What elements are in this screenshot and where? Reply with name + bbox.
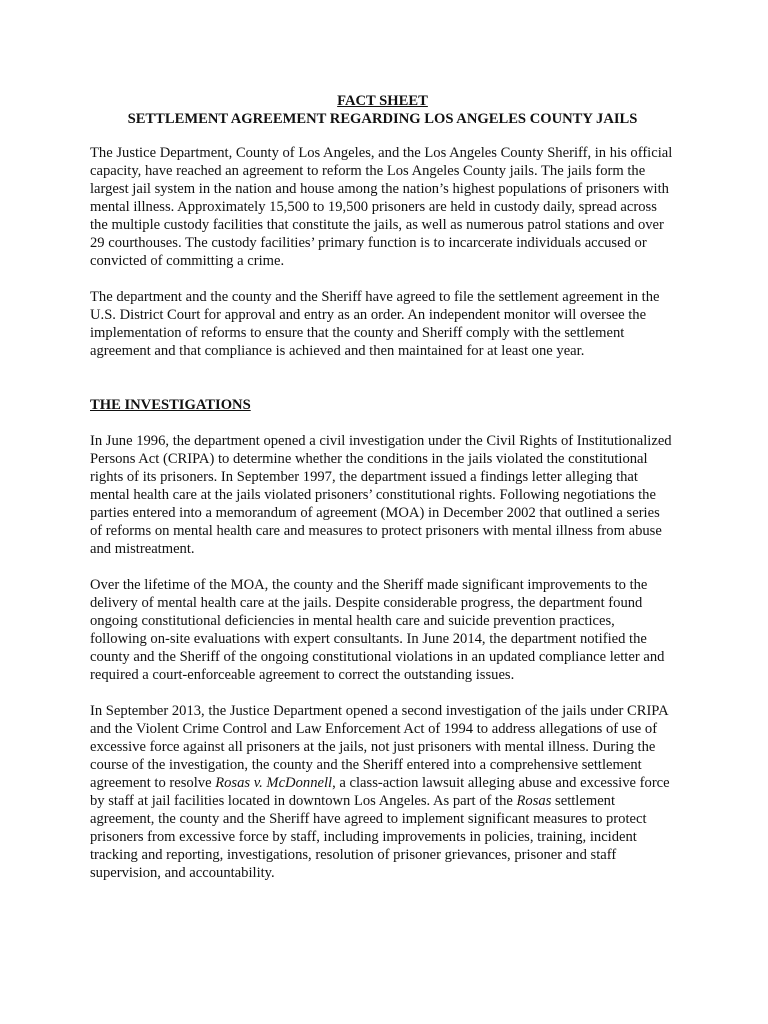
intro-paragraph: The department and the county and the Sheriff have agreed to file the settlement agreement in the U.S. District Court for approval and entry as an order. An independent monitor will oversee the implementation of reforms to ensure that the county and Sheriff comply with the settlement agreement and that compliance is achieved and then maintained for at least one year. [90, 289, 660, 359]
paragraph-text: , a class-action lawsuit alleging abuse and excessive force by staff at jail facilities located in downtown Los Angeles. As part of the [90, 775, 670, 809]
section-paragraph [90, 702, 675, 882]
intro-paragraph: The Justice Department, County of Los Angeles, and the Los Angeles County Sheriff, in his official capacity, have reached an agreement to reform the Los Angeles County jails. The jails form the largest jail system in the nation and house among the nation’s highest populations of prisoners with mental illness. Approximately 15,500 to 19,500 prisoners are held in custody daily, spread across the multiple custody facilities that constitute the jails, as well as numerous patrol stations and over 29 courthouses. The custody facilities’ primary function is to incarcerate individuals accused or convicted of committing a crime. [90, 145, 673, 269]
paragraph-text: In September 2013, the Justice Department opened a second investigation of the jails under CRIPA and the Violent Crime Control and Law Enforcement Act of 1994 to address allegations of use of excessive force against all prisoners at the jails, not just prisoners with mental illness. During the course of the investigation, the county and the Sheriff entered into a comprehensive settlement agreement to resolve [90, 703, 668, 791]
section-paragraph: Over the lifetime of the MOA, the county and the Sheriff made significant improvements to the delivery of mental health care at the jails. Despite considerable progress, the department found ongoing constitutional deficiencies in mental health care and suicide prevention practices, following on-site evaluations with expert consultants. In June 2014, the department notified the county and the Sheriff of the ongoing constitutional violations in an updated compliance letter and required a court-enforceable agreement to correct the outstanding issues. [90, 577, 665, 683]
paragraph-text: settlement agreement, the county and the Sheriff have agreed to implement significant measures to protect prisoners from excessive force by staff, including improvements in policies, training, incident tracking and reporting, investigations, resolution of prisoner grievances, prisoner and staff supervision, and accountability. [90, 793, 647, 881]
case-name: Rosas v. McDonnell [215, 775, 333, 791]
section-heading: THE INVESTIGATIONS [90, 397, 251, 413]
section-paragraph: In June 1996, the department opened a civil investigation under the Civil Rights of Institutionalized Persons Act (CRIPA) to determine whether the conditions in the jails violated the constitutional rights of its prisoners. In September 1997, the department issued a findings letter alleging that mental health care at the jails violated prisoners’ constitutional rights. Following negotiations the parties entered into a memorandum of agreement (MOA) in December 2002 that outlined a series of reforms on mental health care and measures to protect prisoners with mental illness from abuse and mistreatment. [90, 433, 672, 557]
document-page [90, 92, 675, 900]
document-subtitle: SETTLEMENT AGREEMENT REGARDING LOS ANGELES COUNTY JAILS [127, 111, 638, 127]
case-short-name: Rosas [516, 793, 552, 809]
document-title: FACT SHEET [337, 93, 428, 109]
